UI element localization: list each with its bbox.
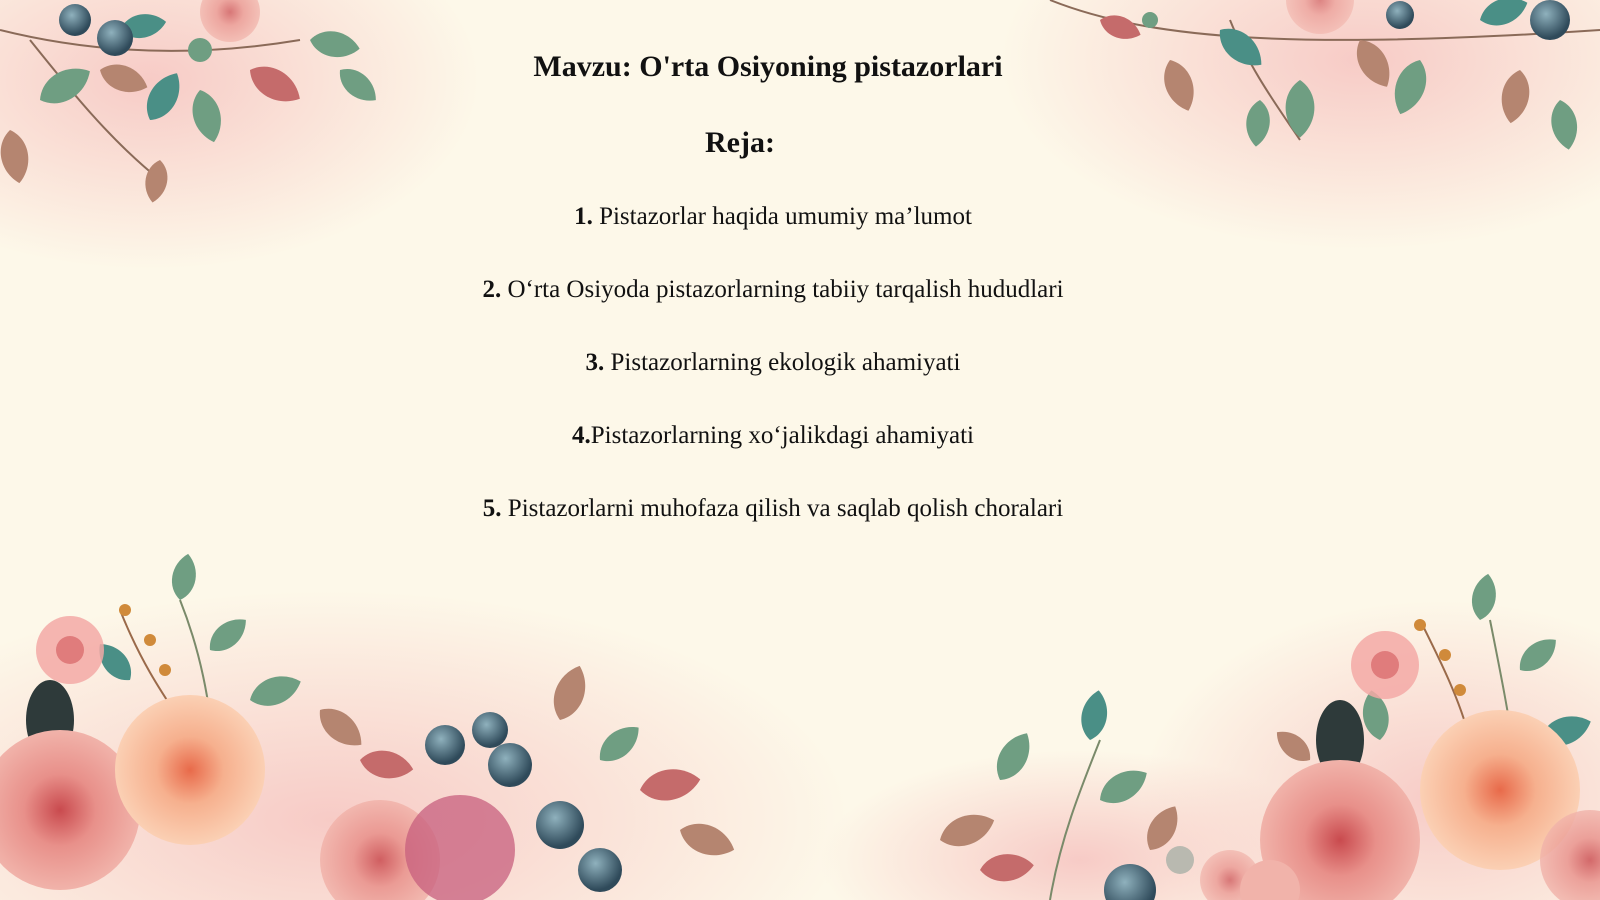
- plan-item: [0, 276, 1546, 304]
- plan-item-number: 1.: [574, 203, 593, 230]
- plan-item-number: 3.: [585, 349, 605, 376]
- plan-item-text: Pistazorlarning xo‘jalikdagi ahamiyati: [590, 422, 974, 449]
- plan-item-text: Pistazorlar haqida umumiy ma’lumot: [592, 203, 972, 230]
- plan-item-text: Pistazorlarni muhofaza qilish va saqlab qolish choralari: [501, 495, 1064, 522]
- plan-item: [0, 422, 1546, 450]
- plan-heading: Reja:: [705, 126, 775, 159]
- plan-item: [0, 349, 1546, 377]
- plan-item-number: 2.: [482, 276, 502, 303]
- plan-item: [0, 495, 1546, 523]
- plan-item-number: 4.: [572, 422, 591, 449]
- plan-item: [0, 203, 1546, 231]
- plan-item-text: Pistazorlarning ekologik ahamiyati: [604, 349, 961, 376]
- plan-item-number: 5.: [482, 495, 502, 522]
- plan-item-text: O‘rta Osiyoda pistazorlarning tabiiy tarqalish hududlari: [501, 276, 1064, 303]
- slide-title: Mavzu: O'rta Osiyoning pistazorlari: [533, 50, 1003, 83]
